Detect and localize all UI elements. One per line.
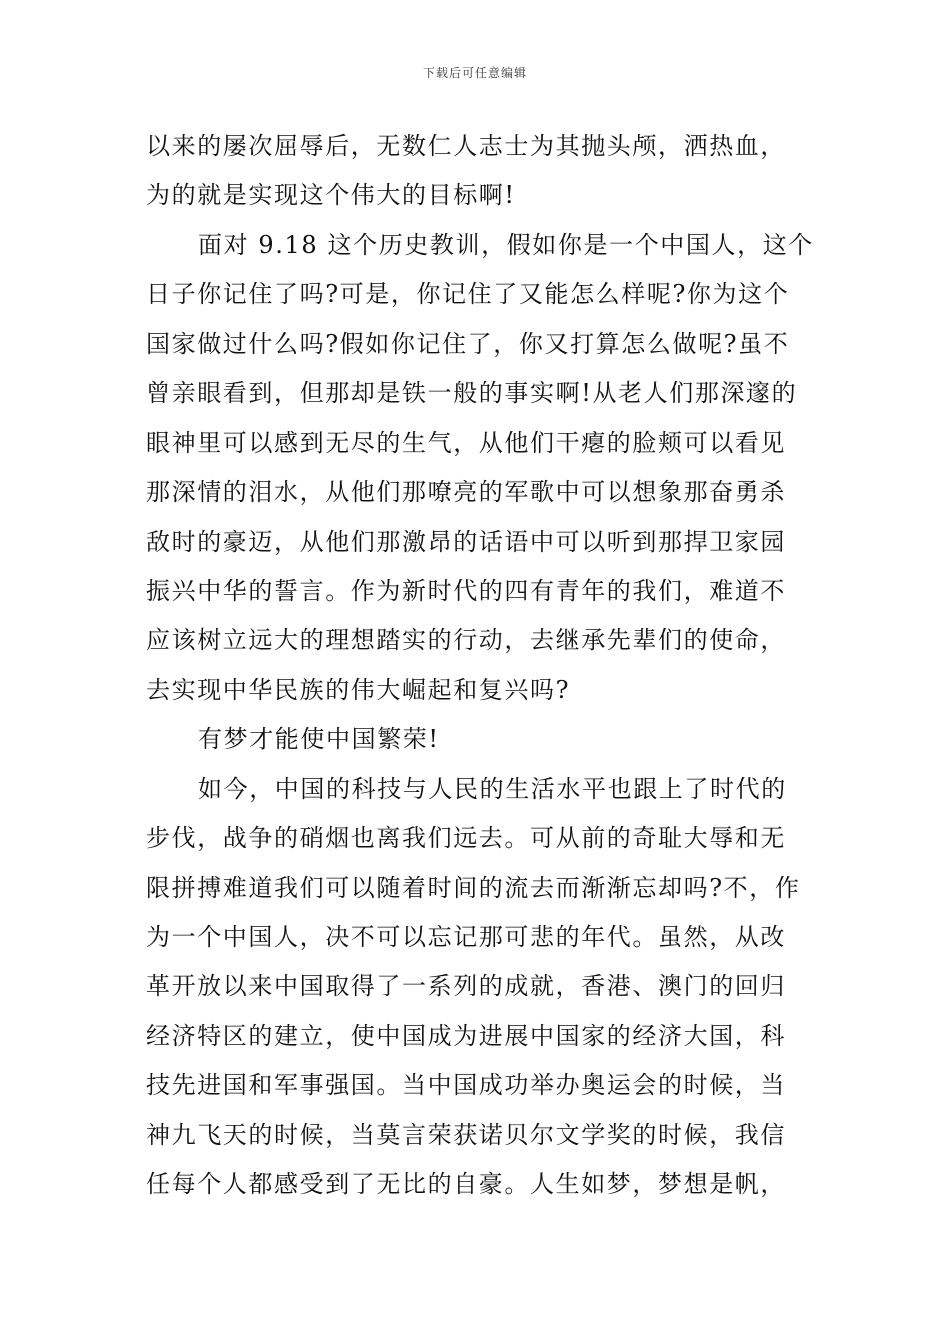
text-line: 任每个人都感受到了无比的自豪。人生如梦，梦想是帆， <box>146 1170 786 1199</box>
text-line: 曾亲眼看到，但那却是铁一般的事实啊!从老人们那深邃的 <box>146 379 798 408</box>
text-line: 应该树立远大的理想踏实的行动，去继承先辈们的使命， <box>146 626 786 655</box>
text-line: 神九飞天的时候，当莫言荣获诺贝尔文学奖的时候，我信 <box>146 1120 786 1149</box>
text-line: 技先进国和军事强国。当中国成功举办奥运会的时候，当 <box>146 1071 786 1100</box>
document-body <box>146 127 814 1215</box>
text-line: 眼神里可以感到无尽的生气，从他们干瘪的脸颊可以看见 <box>146 428 786 457</box>
page-header: 下载后可任意编辑 <box>422 66 527 80</box>
text-line: 振兴中华的誓言。作为新时代的四有青年的我们，难道不 <box>146 576 786 605</box>
text-line: 去实现中华民族的伟大崛起和复兴吗? <box>146 675 571 704</box>
text-line: 为的就是实现这个伟大的目标啊! <box>146 181 516 210</box>
text-line: 国家做过什么吗?假如你记住了，你又打算怎么做呢?虽不 <box>146 329 790 358</box>
text-line: 如今，中国的科技与人民的生活水平也跟上了时代的 <box>198 774 787 803</box>
text-line: 那深情的泪水，从他们那嘹亮的军歌中可以想象那奋勇杀 <box>146 478 786 507</box>
text-line: 以来的屡次屈辱后，无数仁人志士为其抛头颅，洒热血， <box>146 132 786 160</box>
text-line: 面对 9.18 这个历史教训，假如你是一个中国人，这个 <box>198 230 814 259</box>
text-line: 有梦才能使中国繁荣! <box>198 725 440 754</box>
text-line: 步伐，战争的硝烟也离我们远去。可从前的奇耻大辱和无 <box>146 824 786 853</box>
text-line: 敌时的豪迈，从他们那激昂的话语中可以听到那捍卫家园 <box>146 527 786 556</box>
text-line: 限拼搏难道我们可以随着时间的流去而渐渐忘却吗?不，作 <box>146 873 801 902</box>
text-line: 经济特区的建立，使中国成为进展中国家的经济大国，科 <box>146 1021 786 1050</box>
text-line: 革开放以来中国取得了一系列的成就，香港、澳门的回归 <box>146 972 786 1001</box>
text-line: 为一个中国人，决不可以忘记那可悲的年代。虽然，从改 <box>146 923 786 951</box>
text-line: 日子你记住了吗?可是，你记住了又能怎么样呢?你为这个 <box>146 280 790 309</box>
